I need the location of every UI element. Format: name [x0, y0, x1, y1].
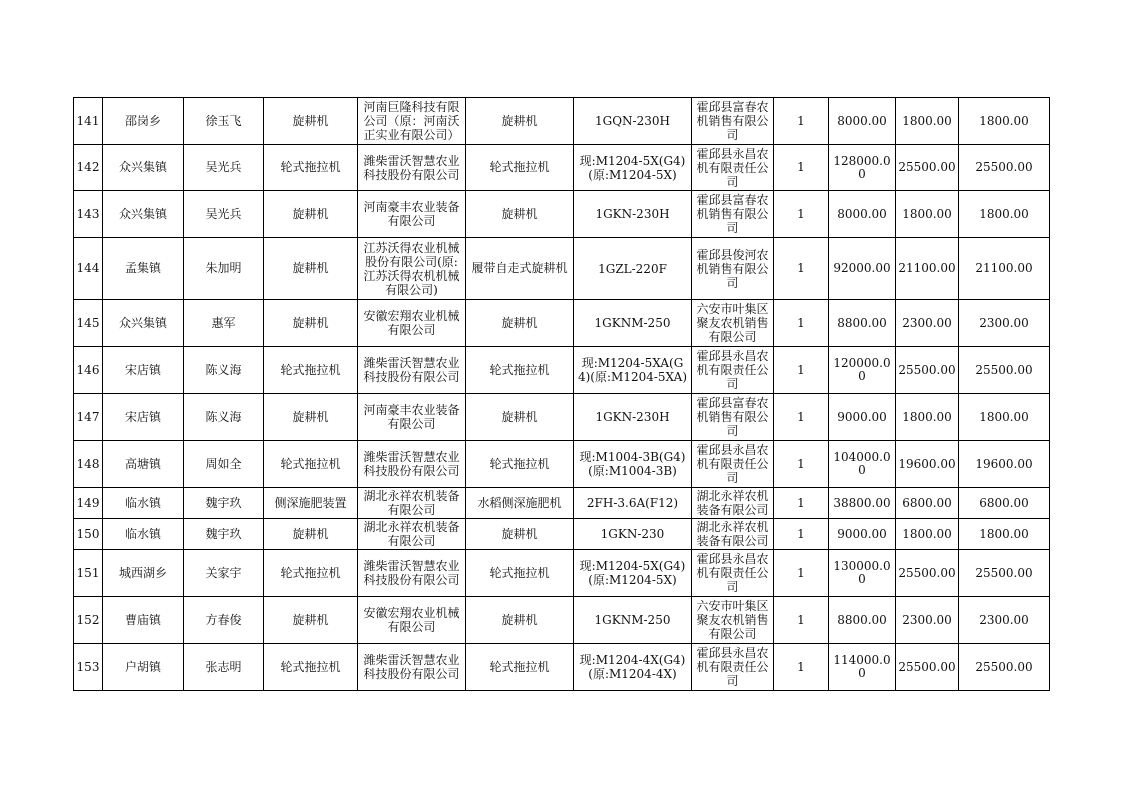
quantity-cell: 1	[774, 98, 829, 145]
dealer-cell: 霍邱县永昌农机有限责任公司	[692, 347, 774, 394]
model-cell: 2FH-3.6A(F12)	[574, 488, 692, 519]
row-number-cell: 145	[74, 300, 103, 347]
town-cell: 邵岗乡	[103, 98, 184, 145]
subsidy-cell: 6800.00	[896, 488, 959, 519]
model-cell: 1GKNM-250	[574, 597, 692, 644]
subsidy-cell: 25500.00	[896, 145, 959, 191]
actual-subsidy-cell: 6800.00	[959, 488, 1050, 519]
subsidy-cell: 25500.00	[896, 347, 959, 394]
name-cell: 张志明	[184, 644, 264, 691]
name-cell: 徐玉飞	[184, 98, 264, 145]
table-row	[74, 597, 1050, 644]
manufacturer-cell: 安徽宏翔农业机械有限公司	[358, 597, 466, 644]
actual-subsidy-cell: 1800.00	[959, 519, 1050, 550]
manufacturer-cell: 潍柴雷沃智慧农业科技股份有限公司	[358, 441, 466, 488]
name-cell: 吴光兵	[184, 145, 264, 191]
town-cell: 宋店镇	[103, 394, 184, 441]
town-cell: 众兴集镇	[103, 145, 184, 191]
price-cell: 104000.00	[829, 441, 896, 488]
price-cell: 38800.00	[829, 488, 896, 519]
manufacturer-cell: 湖北永祥农机装备有限公司	[358, 488, 466, 519]
product-name-cell: 旋耕机	[466, 597, 574, 644]
subsidy-cell: 1800.00	[896, 191, 959, 238]
town-cell: 众兴集镇	[103, 300, 184, 347]
row-number-cell: 142	[74, 145, 103, 191]
actual-subsidy-cell: 25500.00	[959, 644, 1050, 691]
dealer-cell: 霍邱县富春农机销售有限公司	[692, 191, 774, 238]
subsidy-cell: 25500.00	[896, 644, 959, 691]
dealer-cell: 霍邱县俊河农机销售有限公司	[692, 238, 774, 300]
name-cell: 陈义海	[184, 347, 264, 394]
quantity-cell: 1	[774, 519, 829, 550]
quantity-cell: 1	[774, 597, 829, 644]
product-name-cell: 旋耕机	[466, 519, 574, 550]
town-cell: 宋店镇	[103, 347, 184, 394]
manufacturer-cell: 河南巨隆科技有限公司（原：河南沃正实业有限公司）	[358, 98, 466, 145]
price-cell: 9000.00	[829, 394, 896, 441]
row-number-cell: 149	[74, 488, 103, 519]
model-cell: 1GZL-220F	[574, 238, 692, 300]
town-cell: 户胡镇	[103, 644, 184, 691]
category-cell: 旋耕机	[264, 191, 358, 238]
actual-subsidy-cell: 2300.00	[959, 300, 1050, 347]
product-name-cell: 轮式拖拉机	[466, 441, 574, 488]
product-name-cell: 轮式拖拉机	[466, 550, 574, 597]
quantity-cell: 1	[774, 145, 829, 191]
table-row	[74, 488, 1050, 519]
product-name-cell: 旋耕机	[466, 300, 574, 347]
dealer-cell: 霍邱县富春农机销售有限公司	[692, 98, 774, 145]
row-number-cell: 148	[74, 441, 103, 488]
model-cell: 1GKN-230H	[574, 191, 692, 238]
price-cell: 8000.00	[829, 98, 896, 145]
product-name-cell: 旋耕机	[466, 98, 574, 145]
model-cell: 现:M1204-4X(G4)(原:M1204-4X)	[574, 644, 692, 691]
quantity-cell: 1	[774, 644, 829, 691]
name-cell: 方春俊	[184, 597, 264, 644]
category-cell: 轮式拖拉机	[264, 441, 358, 488]
table-row	[74, 550, 1050, 597]
quantity-cell: 1	[774, 441, 829, 488]
price-cell: 114000.00	[829, 644, 896, 691]
manufacturer-cell: 潍柴雷沃智慧农业科技股份有限公司	[358, 550, 466, 597]
price-cell: 92000.00	[829, 238, 896, 300]
name-cell: 惠军	[184, 300, 264, 347]
product-name-cell: 轮式拖拉机	[466, 347, 574, 394]
product-name-cell: 履带自走式旋耕机	[466, 238, 574, 300]
category-cell: 轮式拖拉机	[264, 550, 358, 597]
row-number-cell: 153	[74, 644, 103, 691]
manufacturer-cell: 湖北永祥农机装备有限公司	[358, 519, 466, 550]
product-name-cell: 旋耕机	[466, 394, 574, 441]
model-cell: 1GKN-230	[574, 519, 692, 550]
row-number-cell: 143	[74, 191, 103, 238]
price-cell: 8000.00	[829, 191, 896, 238]
category-cell: 轮式拖拉机	[264, 347, 358, 394]
actual-subsidy-cell: 25500.00	[959, 145, 1050, 191]
town-cell: 城西湖乡	[103, 550, 184, 597]
price-cell: 8800.00	[829, 597, 896, 644]
table-row	[74, 644, 1050, 691]
dealer-cell: 霍邱县永昌农机有限责任公司	[692, 644, 774, 691]
row-number-cell: 151	[74, 550, 103, 597]
category-cell: 轮式拖拉机	[264, 644, 358, 691]
category-cell: 旋耕机	[264, 98, 358, 145]
actual-subsidy-cell: 21100.00	[959, 238, 1050, 300]
model-cell: 现:M1204-5XA(G4)(原:M1204-5XA)	[574, 347, 692, 394]
row-number-cell: 152	[74, 597, 103, 644]
name-cell: 吴光兵	[184, 191, 264, 238]
quantity-cell: 1	[774, 191, 829, 238]
model-cell: 现:M1004-3B(G4)(原:M1004-3B)	[574, 441, 692, 488]
price-cell: 8800.00	[829, 300, 896, 347]
name-cell: 魏宇玖	[184, 488, 264, 519]
table-row	[74, 145, 1050, 191]
subsidy-cell: 2300.00	[896, 300, 959, 347]
quantity-cell: 1	[774, 394, 829, 441]
price-cell: 120000.00	[829, 347, 896, 394]
manufacturer-cell: 潍柴雷沃智慧农业科技股份有限公司	[358, 347, 466, 394]
dealer-cell: 六安市叶集区聚友农机销售有限公司	[692, 300, 774, 347]
table-row	[74, 238, 1050, 300]
manufacturer-cell: 河南豪丰农业装备有限公司	[358, 191, 466, 238]
table-row	[74, 300, 1050, 347]
row-number-cell: 144	[74, 238, 103, 300]
table-row	[74, 519, 1050, 550]
row-number-cell: 146	[74, 347, 103, 394]
category-cell: 侧深施肥装置	[264, 488, 358, 519]
town-cell: 曹庙镇	[103, 597, 184, 644]
table-row	[74, 98, 1050, 145]
row-number-cell: 141	[74, 98, 103, 145]
subsidy-cell: 1800.00	[896, 394, 959, 441]
table-row	[74, 441, 1050, 488]
name-cell: 朱加明	[184, 238, 264, 300]
manufacturer-cell: 潍柴雷沃智慧农业科技股份有限公司	[358, 644, 466, 691]
model-cell: 现:M1204-5X(G4)(原:M1204-5X)	[574, 145, 692, 191]
product-name-cell: 水稻侧深施肥机	[466, 488, 574, 519]
manufacturer-cell: 安徽宏翔农业机械有限公司	[358, 300, 466, 347]
dealer-cell: 湖北永祥农机装备有限公司	[692, 488, 774, 519]
actual-subsidy-cell: 1800.00	[959, 98, 1050, 145]
actual-subsidy-cell: 25500.00	[959, 347, 1050, 394]
product-name-cell: 轮式拖拉机	[466, 145, 574, 191]
subsidy-cell: 1800.00	[896, 519, 959, 550]
table-row	[74, 191, 1050, 238]
quantity-cell: 1	[774, 347, 829, 394]
actual-subsidy-cell: 2300.00	[959, 597, 1050, 644]
price-cell: 130000.00	[829, 550, 896, 597]
quantity-cell: 1	[774, 488, 829, 519]
model-cell: 1GKNM-250	[574, 300, 692, 347]
category-cell: 旋耕机	[264, 519, 358, 550]
subsidy-table	[73, 97, 1050, 691]
name-cell: 陈义海	[184, 394, 264, 441]
subsidy-cell: 25500.00	[896, 550, 959, 597]
quantity-cell: 1	[774, 550, 829, 597]
category-cell: 轮式拖拉机	[264, 145, 358, 191]
town-cell: 临水镇	[103, 488, 184, 519]
quantity-cell: 1	[774, 238, 829, 300]
subsidy-cell: 21100.00	[896, 238, 959, 300]
dealer-cell: 霍邱县永昌农机有限责任公司	[692, 145, 774, 191]
town-cell: 高塘镇	[103, 441, 184, 488]
row-number-cell: 150	[74, 519, 103, 550]
town-cell: 孟集镇	[103, 238, 184, 300]
name-cell: 魏宇玖	[184, 519, 264, 550]
subsidy-cell: 19600.00	[896, 441, 959, 488]
dealer-cell: 六安市叶集区聚友农机销售有限公司	[692, 597, 774, 644]
category-cell: 旋耕机	[264, 300, 358, 347]
actual-subsidy-cell: 1800.00	[959, 191, 1050, 238]
actual-subsidy-cell: 19600.00	[959, 441, 1050, 488]
product-name-cell: 旋耕机	[466, 191, 574, 238]
category-cell: 旋耕机	[264, 394, 358, 441]
table-row	[74, 394, 1050, 441]
row-number-cell: 147	[74, 394, 103, 441]
manufacturer-cell: 潍柴雷沃智慧农业科技股份有限公司	[358, 145, 466, 191]
table-body	[74, 98, 1050, 691]
subsidy-cell: 2300.00	[896, 597, 959, 644]
subsidy-cell: 1800.00	[896, 98, 959, 145]
model-cell: 1GQN-230H	[574, 98, 692, 145]
table-row	[74, 347, 1050, 394]
name-cell: 关家宇	[184, 550, 264, 597]
town-cell: 众兴集镇	[103, 191, 184, 238]
manufacturer-cell: 江苏沃得农业机械股份有限公司(原:江苏沃得农机机械有限公司)	[358, 238, 466, 300]
quantity-cell: 1	[774, 300, 829, 347]
dealer-cell: 湖北永祥农机装备有限公司	[692, 519, 774, 550]
town-cell: 临水镇	[103, 519, 184, 550]
dealer-cell: 霍邱县永昌农机有限责任公司	[692, 550, 774, 597]
model-cell: 现:M1204-5X(G4)(原:M1204-5X)	[574, 550, 692, 597]
manufacturer-cell: 河南豪丰农业装备有限公司	[358, 394, 466, 441]
dealer-cell: 霍邱县永昌农机有限责任公司	[692, 441, 774, 488]
product-name-cell: 轮式拖拉机	[466, 644, 574, 691]
actual-subsidy-cell: 25500.00	[959, 550, 1050, 597]
actual-subsidy-cell: 1800.00	[959, 394, 1050, 441]
model-cell: 1GKN-230H	[574, 394, 692, 441]
dealer-cell: 霍邱县富春农机销售有限公司	[692, 394, 774, 441]
name-cell: 周如全	[184, 441, 264, 488]
price-cell: 128000.00	[829, 145, 896, 191]
category-cell: 旋耕机	[264, 597, 358, 644]
category-cell: 旋耕机	[264, 238, 358, 300]
price-cell: 9000.00	[829, 519, 896, 550]
